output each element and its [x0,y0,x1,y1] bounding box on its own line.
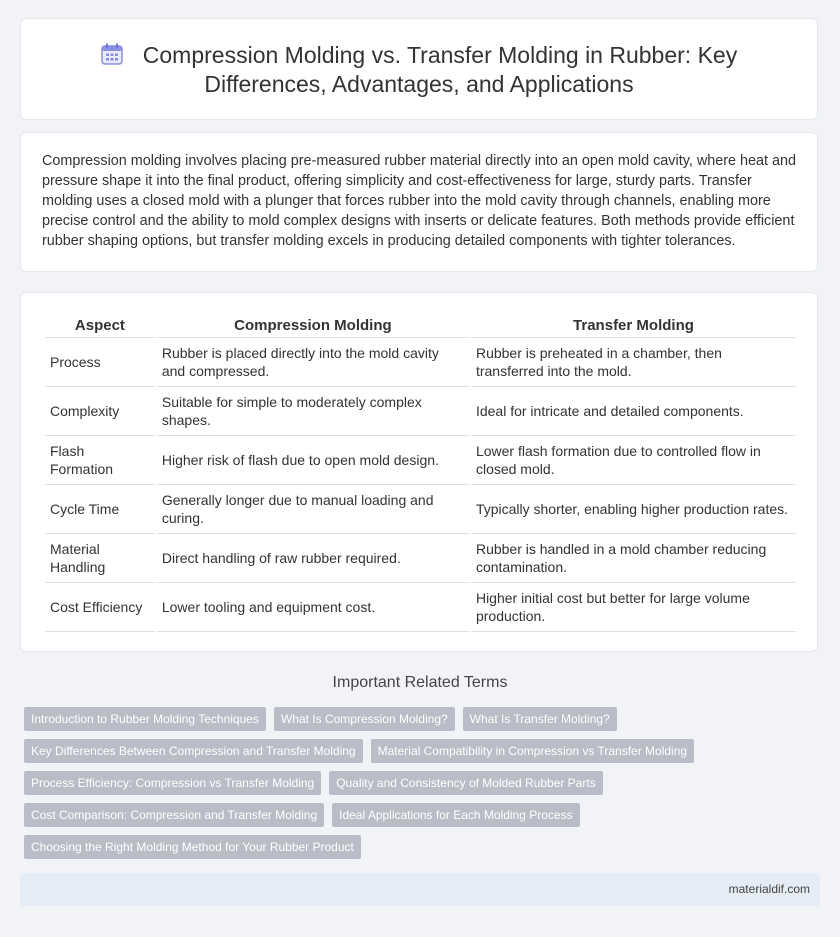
row-compression: Lower tooling and equipment cost. [157,583,469,632]
related-term-tag[interactable]: Cost Comparison: Compression and Transfer Molding [24,803,324,827]
table-header-row [45,314,796,338]
intro-paragraph: Compression molding involves placing pre-measured rubber material directly into an open mold cavity, where heat and pressure shape it into the final product, offering simplicity and cost-effectiveness for large, sturdy parts. Transfer molding uses a closed mold with a plunger that forces rubber into the mold cavity through channels, enabling more precise control and the ability to mold complex designs with inserts or delicate features. Both methods provide efficient rubber shaping options, but transfer molding excels in producing detailed components with tighter tolerances. [42,153,797,249]
row-compression: Rubber is placed directly into the mold cavity and compressed. [157,338,469,387]
related-terms-list [24,707,704,867]
row-aspect: Cost Efficiency [45,583,155,632]
row-aspect: Cycle Time [45,485,155,534]
row-transfer: Rubber is handled in a mold chamber reducing contamination. [471,534,796,583]
related-term-tag[interactable]: Introduction to Rubber Molding Techniques [24,707,266,731]
tag-row [24,707,704,731]
row-aspect: Complexity [45,387,155,436]
row-transfer: Higher initial cost but better for large volume production. [471,583,796,632]
tag-row [24,803,704,827]
related-terms-title: Important Related Terms [332,674,508,691]
related-term-tag[interactable]: Quality and Consistency of Molded Rubber Parts [329,771,602,795]
comparison-table [43,314,798,632]
table-row [45,583,796,632]
footer [20,873,820,906]
table-row [45,338,796,387]
footer-site-link[interactable]: materialdif.com [728,882,810,896]
related-term-tag[interactable]: What Is Transfer Molding? [463,707,617,731]
comparison-table-card [20,292,818,652]
header-compression: Compression Molding [157,314,469,338]
title-card [20,18,818,120]
row-compression: Suitable for simple to moderately complex shapes. [157,387,469,436]
row-transfer: Typically shorter, enabling higher production rates. [471,485,796,534]
related-term-tag[interactable]: Ideal Applications for Each Molding Process [332,803,579,827]
title-wrap [21,41,817,99]
table-row [45,534,796,583]
calendar-icon [101,43,123,65]
row-transfer: Lower flash formation due to controlled flow in closed mold. [471,436,796,485]
related-term-tag[interactable]: Material Compatibility in Compression vs Transfer Molding [371,739,694,763]
table-row [45,387,796,436]
row-compression: Direct handling of raw rubber required. [157,534,469,583]
header-transfer: Transfer Molding [471,314,796,338]
related-term-tag[interactable]: Process Efficiency: Compression vs Transfer Molding [24,771,321,795]
row-transfer: Rubber is preheated in a chamber, then transferred into the mold. [471,338,796,387]
tag-row [24,771,704,795]
table-row [45,485,796,534]
page-title: Compression Molding vs. Transfer Molding in Rubber: Key Differences, Advantages, and Applications [142,42,738,97]
tag-row [24,835,704,859]
row-compression: Higher risk of flash due to open mold design. [157,436,469,485]
related-term-tag[interactable]: Key Differences Between Compression and Transfer Molding [24,739,363,763]
row-compression: Generally longer due to manual loading and curing. [157,485,469,534]
related-term-tag[interactable]: Choosing the Right Molding Method for Your Rubber Product [24,835,361,859]
row-transfer: Ideal for intricate and detailed components. [471,387,796,436]
header-aspect: Aspect [45,314,155,338]
intro-card [20,132,818,272]
row-aspect: Material Handling [45,534,155,583]
row-aspect: Process [45,338,155,387]
related-term-tag[interactable]: What Is Compression Molding? [274,707,455,731]
row-aspect: Flash Formation [45,436,155,485]
tag-row [24,739,704,763]
table-row [45,436,796,485]
